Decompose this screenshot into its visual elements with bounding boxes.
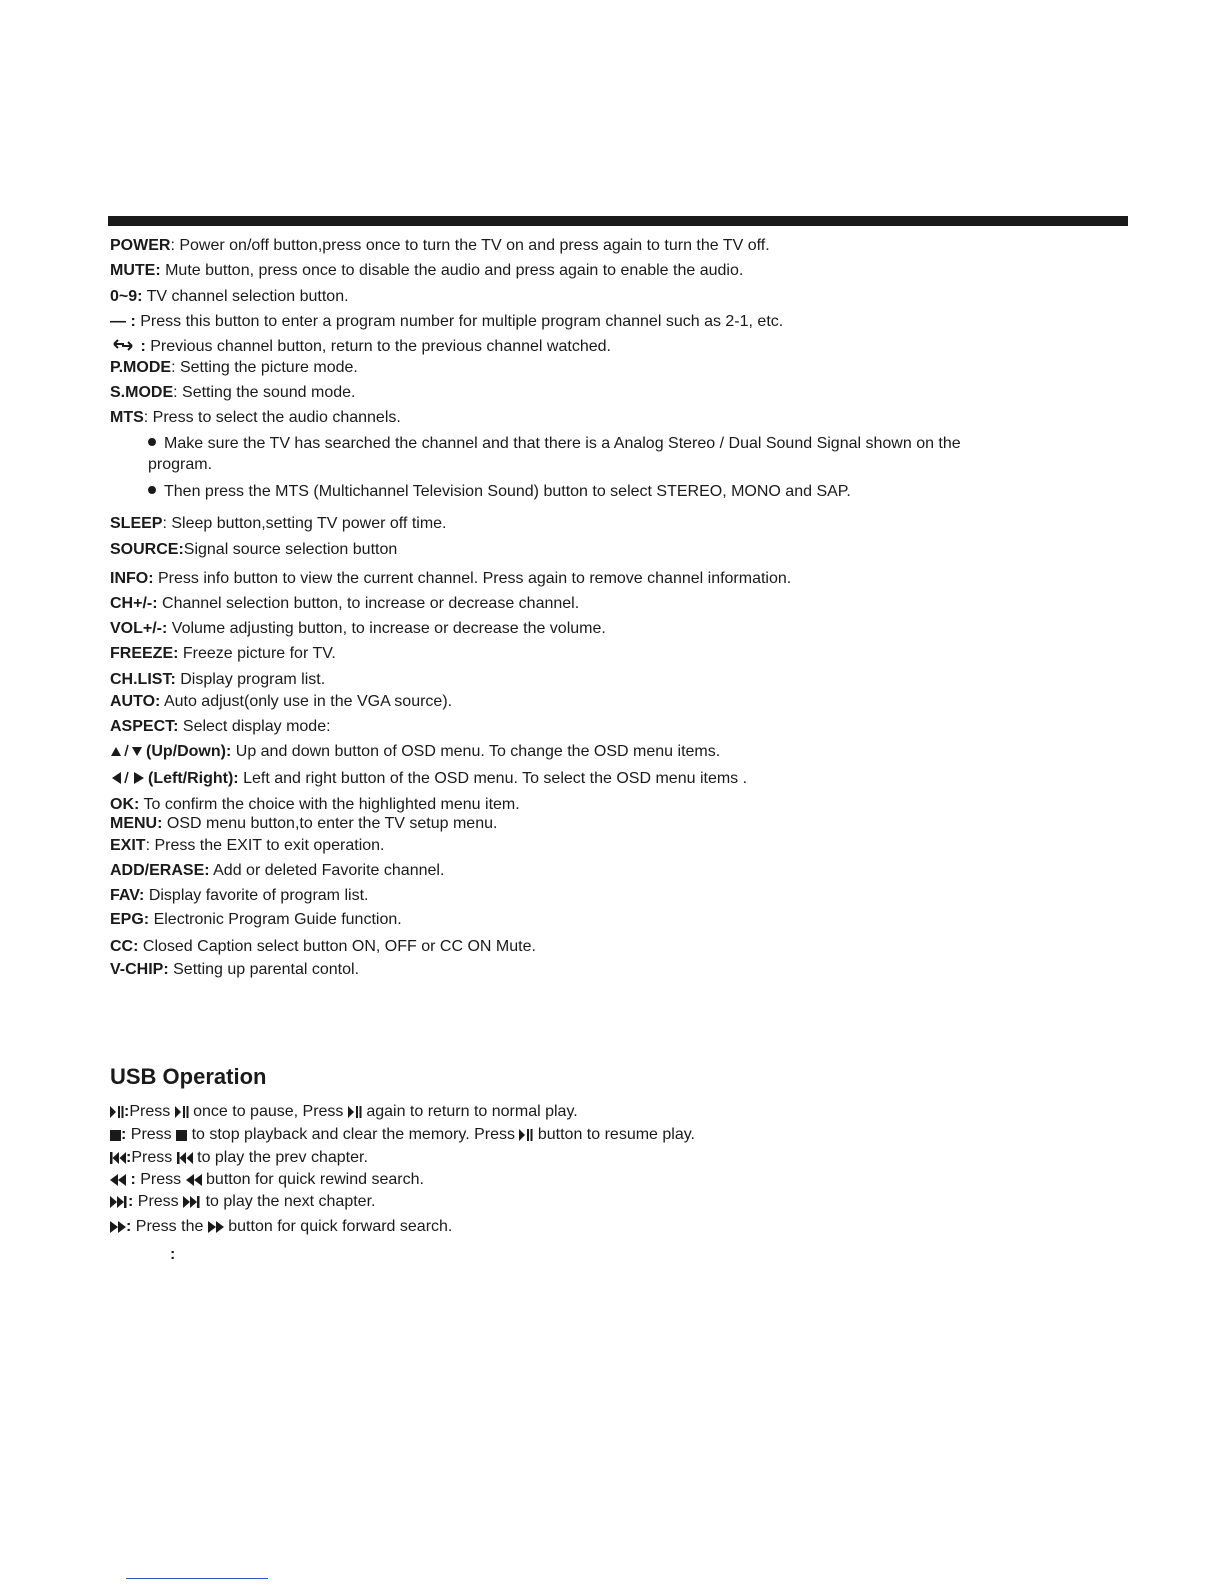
epg-label: EPG: (110, 911, 150, 928)
top-rule (108, 216, 1128, 226)
usb-prev-line: :Press to play the prev chapter. (110, 1148, 368, 1168)
digits-desc: TV channel selection button. (142, 288, 349, 305)
info-label: INFO: (110, 570, 154, 587)
cc-line (110, 937, 536, 957)
up-down-arrows-icon (110, 744, 146, 758)
info-line (110, 569, 791, 589)
updown-line (110, 742, 720, 762)
mts-line (110, 408, 401, 428)
skip-previous-icon (110, 1152, 126, 1164)
ok-desc: To confirm the choice with the highlighted menu item. (139, 796, 520, 813)
usb-stop-line: : Press to stop playback and clear the memory. Press button to resume play. (110, 1125, 695, 1145)
adderase-line (110, 861, 444, 881)
menu-label: MENU: (110, 815, 163, 832)
aspect-desc: Select display mode: (178, 718, 331, 735)
auto-line (110, 692, 452, 712)
menu-desc: OSD menu button,to enter the TV setup menu. (162, 815, 498, 832)
stop-icon (110, 1130, 121, 1141)
stop-icon (176, 1130, 187, 1141)
source-line (110, 540, 397, 560)
mts-desc: : Press to select the audio channels. (143, 409, 401, 426)
chlist-label: CH.LIST: (110, 671, 176, 688)
trailing-colon: : (170, 1246, 176, 1263)
digits-label: 0~9: (110, 288, 143, 305)
bullet-icon (148, 438, 156, 446)
skip-next-icon (183, 1196, 201, 1208)
menu-line (110, 814, 497, 834)
adderase-desc: Add or deleted Favorite channel. (209, 862, 445, 879)
ch-line (110, 594, 579, 614)
mts-note-1: Make sure the TV has searched the channel and that there is a Analog Stereo / Dual Sound Signal shown on the program. (148, 435, 961, 473)
dash-label: — : (110, 313, 136, 330)
pmode-desc: : Setting the picture mode. (171, 359, 358, 376)
fast-forward-icon (110, 1221, 126, 1233)
leftright-line (110, 769, 747, 789)
digits-line (110, 287, 349, 307)
recall-line (110, 337, 611, 357)
dash-desc: Press this button to enter a program number for multiple program channel such as 2-1, etc. (135, 313, 784, 330)
vchip-desc: Setting up parental contol. (168, 961, 360, 978)
aspect-label: ASPECT: (110, 718, 179, 735)
play-pause-icon (519, 1129, 533, 1141)
mute-label: MUTE: (110, 262, 161, 279)
cc-desc: Closed Caption select button ON, OFF or CC ON Mute. (138, 938, 536, 955)
vchip-label: V-CHIP: (110, 961, 169, 978)
power-label: POWER (110, 237, 171, 254)
usb-heading: USB Operation (110, 1064, 267, 1089)
mts-note-2: Then press the MTS (Multichannel Television Sound) button to select STEREO, MONO and SAP. (148, 481, 1028, 502)
vol-desc: Volume adjusting button, to increase or decrease the volume. (167, 620, 606, 637)
recall-label: : (136, 338, 146, 355)
mute-line (110, 261, 743, 281)
updown-label: (Up/Down): (146, 743, 232, 760)
left-right-arrows-icon (110, 771, 148, 785)
smode-line (110, 383, 355, 403)
recall-icon (110, 337, 136, 353)
rewind-icon (110, 1174, 126, 1186)
usb-forward-line: : Press the button for quick forward search. (110, 1217, 452, 1237)
info-desc: Press info button to view the current channel. Press again to remove channel information. (153, 570, 792, 587)
freeze-line (110, 644, 336, 664)
sleep-desc: : Sleep button,setting TV power off time. (162, 515, 447, 532)
exit-desc: : Press the EXIT to exit operation. (145, 837, 385, 854)
fast-forward-icon (208, 1221, 224, 1233)
skip-previous-icon (177, 1152, 193, 1164)
epg-desc: Electronic Program Guide function. (149, 911, 402, 928)
source-desc: Signal source selection button (183, 541, 398, 558)
ok-label: OK: (110, 796, 140, 813)
power-line (110, 236, 770, 256)
usb-rewind-line: : Press button for quick rewind search. (110, 1170, 424, 1190)
ok-line (110, 795, 520, 815)
adderase-label: ADD/ERASE: (110, 862, 210, 879)
smode-desc: : Setting the sound mode. (173, 384, 356, 401)
leftright-desc: Left and right button of the OSD menu. To select the OSD menu items . (238, 770, 748, 787)
skip-next-icon (110, 1196, 128, 1208)
updown-desc: Up and down button of OSD menu. To change the OSD menu items. (231, 743, 721, 760)
auto-label: AUTO: (110, 693, 161, 710)
play-pause-icon (348, 1106, 362, 1118)
ch-desc: Channel selection button, to increase or decrease channel. (157, 595, 580, 612)
pmode-line (110, 358, 358, 378)
auto-desc: Auto adjust(only use in the VGA source). (160, 693, 453, 710)
usb-play-pause-line: :Press once to pause, Press again to return to normal play. (110, 1102, 578, 1122)
exit-label: EXIT (110, 837, 146, 854)
epg-line (110, 910, 402, 930)
sleep-label: SLEEP (110, 515, 163, 532)
fav-label: FAV: (110, 887, 145, 904)
vol-line (110, 619, 606, 639)
source-label: SOURCE: (110, 541, 184, 558)
aspect-line (110, 717, 331, 737)
mute-desc: Mute button, press once to disable the audio and press again to enable the audio. (160, 262, 744, 279)
cc-label: CC: (110, 938, 139, 955)
vol-label: VOL+/-: (110, 620, 168, 637)
mts-label: MTS (110, 409, 144, 426)
ch-label: CH+/-: (110, 595, 158, 612)
play-pause-icon (175, 1106, 189, 1118)
bottom-underline (126, 1578, 268, 1579)
recall-desc: Previous channel button, return to the previous channel watched. (145, 338, 611, 355)
leftright-label: (Left/Right): (148, 770, 239, 787)
smode-label: S.MODE (110, 384, 174, 401)
vchip-line (110, 960, 359, 980)
usb-next-line: : Press to play the next chapter. (110, 1192, 375, 1212)
exit-line (110, 836, 385, 856)
dash-line (110, 312, 783, 332)
freeze-label: FREEZE: (110, 645, 179, 662)
bullet-icon (148, 486, 156, 494)
chlist-desc: Display program list. (175, 671, 326, 688)
pmode-label: P.MODE (110, 359, 172, 376)
chlist-line (110, 670, 325, 690)
rewind-icon (186, 1174, 202, 1186)
sleep-line (110, 514, 446, 534)
play-pause-icon (110, 1106, 124, 1118)
freeze-desc: Freeze picture for TV. (178, 645, 336, 662)
fav-desc: Display favorite of program list. (144, 887, 369, 904)
power-desc: : Power on/off button,press once to turn the TV on and press again to turn the TV off. (170, 237, 770, 254)
fav-line (110, 886, 368, 906)
